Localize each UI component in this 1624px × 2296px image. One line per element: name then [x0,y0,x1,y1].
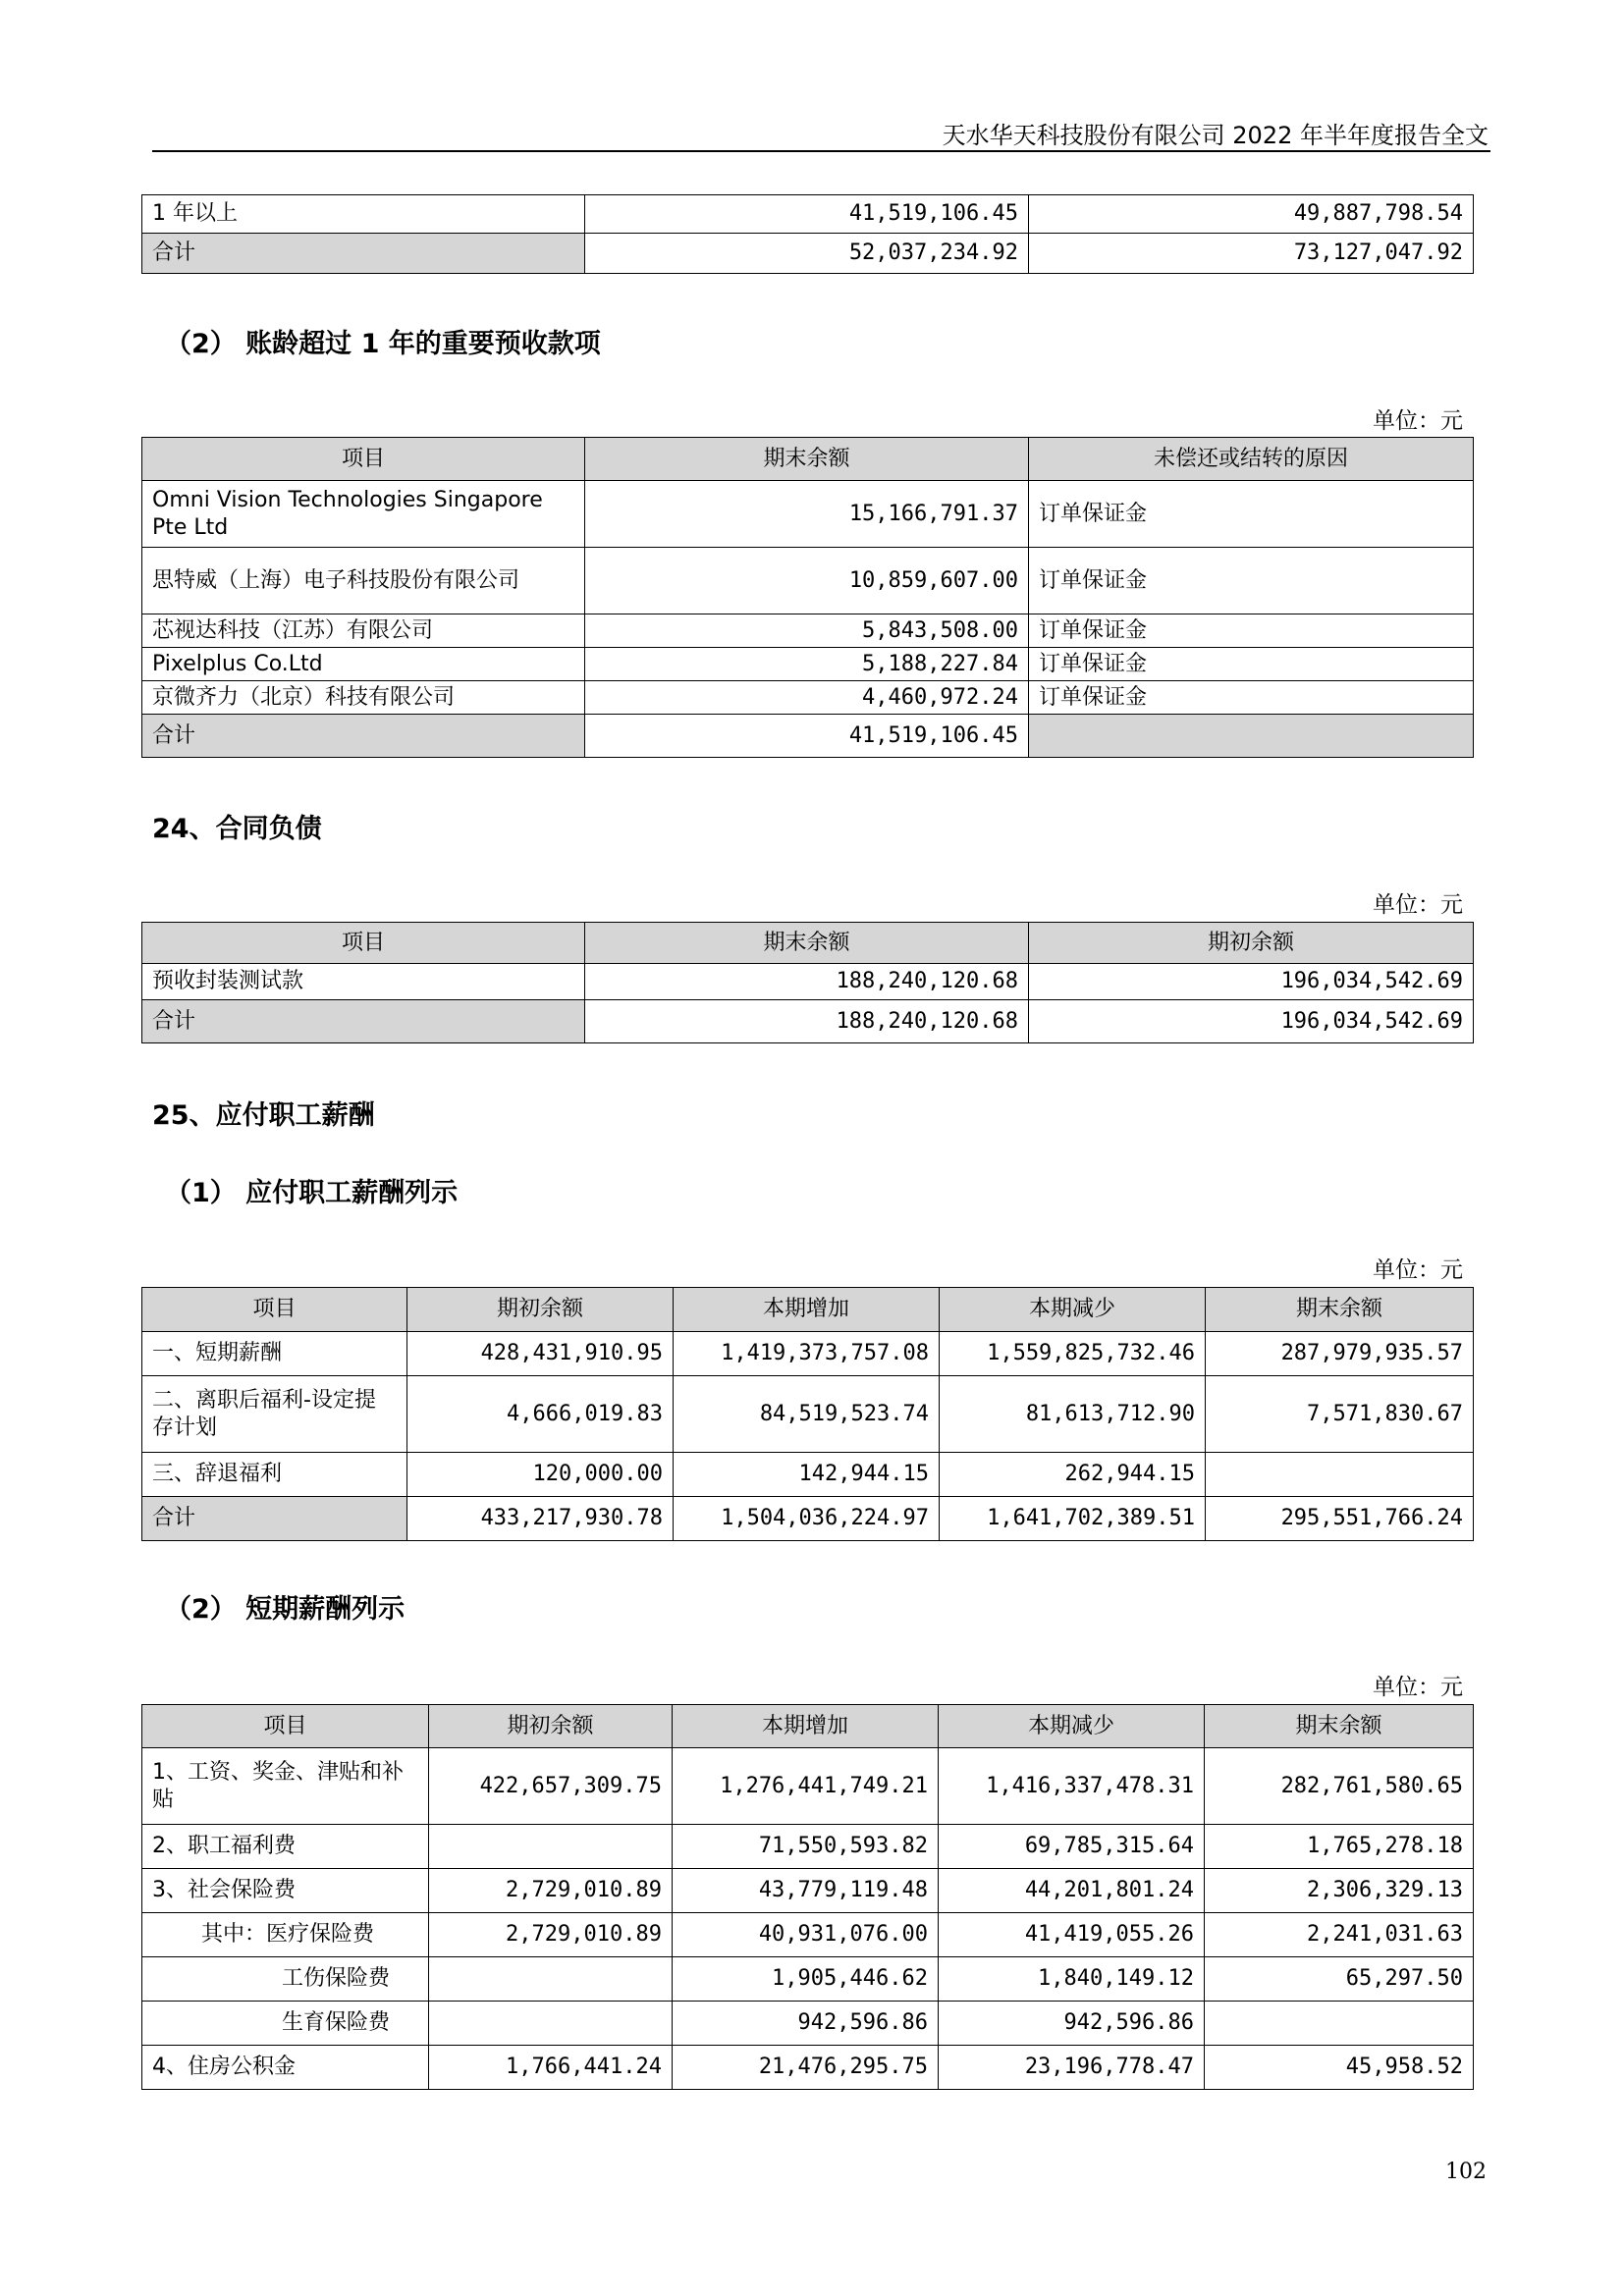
cell-value: 订单保证金 [1029,648,1474,681]
cell-value: 71,550,593.82 [673,1825,939,1869]
cell-value: 65,297.50 [1205,1957,1474,2002]
row-label: 芯视达科技（江苏）有限公司 [142,614,585,648]
cell-value [1029,715,1474,758]
cell-value: 2,306,329.13 [1205,1869,1474,1913]
header-divider [152,150,1490,152]
table-header-row [142,923,1474,964]
table-row [142,715,1474,758]
column-header: 期末余额 [585,923,1029,964]
cell-value: 15,166,791.37 [585,481,1029,548]
row-label: 京微齐力（北京）科技有限公司 [142,681,585,715]
column-header: 本期减少 [939,1705,1205,1748]
cell-value: 52,037,234.92 [585,234,1029,274]
report-header-title: 天水华天科技股份有限公司 2022 年半年度报告全文 [942,122,1489,149]
cell-value: 196,034,542.69 [1029,964,1474,1000]
cell-value: 23,196,778.47 [939,2046,1205,2090]
table-row [142,648,1474,681]
cell-value: 2,729,010.89 [429,1913,673,1957]
cell-value: 196,034,542.69 [1029,1000,1474,1043]
cell-value: 262,944.15 [940,1453,1206,1497]
cell-value [429,1825,673,1869]
cell-value: 84,519,523.74 [674,1376,940,1453]
row-label: 二、离职后福利-设定提存计划 [142,1376,407,1453]
cell-value: 7,571,830.67 [1206,1376,1474,1453]
cell-value: 41,419,055.26 [939,1913,1205,1957]
unit-label: 单位：元 [1373,892,1463,918]
table-row [142,1000,1474,1043]
cell-value: 订单保证金 [1029,481,1474,548]
cell-value: 1,416,337,478.31 [939,1748,1205,1825]
cell-value [429,2002,673,2046]
row-label: 1 年以上 [142,195,585,234]
cell-value: 1,504,036,224.97 [674,1497,940,1541]
cell-value: 428,431,910.95 [407,1332,674,1376]
row-label: 合计 [142,715,585,758]
column-header: 本期减少 [940,1288,1206,1332]
cell-value: 1,765,278.18 [1205,1825,1474,1869]
table-row [142,964,1474,1000]
row-label: 1、工资、奖金、津贴和补贴 [142,1748,429,1825]
table-row [142,1332,1474,1376]
cell-value: 188,240,120.68 [585,964,1029,1000]
unit-label: 单位：元 [1373,1675,1463,1700]
cell-value: 订单保证金 [1029,681,1474,715]
row-label: 3、社会保险费 [142,1869,429,1913]
table-row [142,1957,1474,2002]
table-row [142,1913,1474,1957]
cell-value: 1,559,825,732.46 [940,1332,1206,1376]
cell-value: 10,859,607.00 [585,548,1029,614]
table-row [142,1497,1474,1541]
cell-value: 5,843,508.00 [585,614,1029,648]
column-header: 项目 [142,1705,429,1748]
row-label: 合计 [142,234,585,274]
cell-value [1205,2002,1474,2046]
cell-value: 5,188,227.84 [585,648,1029,681]
table-row [142,1376,1474,1453]
table-row [142,1453,1474,1497]
cell-value: 287,979,935.57 [1206,1332,1474,1376]
cell-value: 45,958.52 [1205,2046,1474,2090]
cell-value: 4,666,019.83 [407,1376,674,1453]
column-header: 本期增加 [674,1288,940,1332]
row-label: 2、职工福利费 [142,1825,429,1869]
aging-continued-table [141,194,1474,274]
contract-liabilities-table [141,922,1474,1043]
column-header: 期初余额 [407,1288,674,1332]
cell-value: 43,779,119.48 [673,1869,939,1913]
payroll-payable-table [141,1287,1474,1541]
cell-value: 282,761,580.65 [1205,1748,1474,1825]
cell-value: 41,519,106.45 [585,715,1029,758]
table-row [142,2046,1474,2090]
table-row [142,614,1474,648]
column-header: 期初余额 [1029,923,1474,964]
table-row [142,2002,1474,2046]
row-label: 合计 [142,1497,407,1541]
table-row [142,1825,1474,1869]
cell-value: 40,931,076.00 [673,1913,939,1957]
row-label: 工伤保险费 [142,1957,429,2002]
cell-value: 73,127,047.92 [1029,234,1474,274]
table-header-row [142,1288,1474,1332]
cell-value [1206,1453,1474,1497]
cell-value: 2,729,010.89 [429,1869,673,1913]
cell-value: 942,596.86 [939,2002,1205,2046]
cell-value: 1,766,441.24 [429,2046,673,2090]
cell-value: 1,905,446.62 [673,1957,939,2002]
cell-value: 1,641,702,389.51 [940,1497,1206,1541]
cell-value: 44,201,801.24 [939,1869,1205,1913]
section-heading: 25、应付职工薪酬 [152,1100,375,1131]
table-row [142,1869,1474,1913]
column-header: 本期增加 [673,1705,939,1748]
row-label: 一、短期薪酬 [142,1332,407,1376]
cell-value: 2,241,031.63 [1205,1913,1474,1957]
section-heading: （2） 短期薪酬列示 [165,1594,406,1625]
column-header: 项目 [142,1288,407,1332]
cell-value: 4,460,972.24 [585,681,1029,715]
column-header: 期末余额 [1206,1288,1474,1332]
table-row [142,234,1474,274]
unit-label: 单位：元 [1373,408,1463,434]
cell-value: 49,887,798.54 [1029,195,1474,234]
cell-value: 942,596.86 [673,2002,939,2046]
cell-value: 订单保证金 [1029,548,1474,614]
cell-value: 21,476,295.75 [673,2046,939,2090]
row-label: 预收封装测试款 [142,964,585,1000]
page-number: 102 [1445,2160,1487,2184]
column-header: 项目 [142,438,585,481]
table-row [142,1748,1474,1825]
row-label: 合计 [142,1000,585,1043]
section-heading: 24、合同负债 [152,814,322,844]
column-header: 项目 [142,923,585,964]
row-label: 思特威（上海）电子科技股份有限公司 [142,548,585,614]
table-header-row [142,438,1474,481]
table-row [142,548,1474,614]
table-row [142,681,1474,715]
row-label: Omni Vision Technologies Singapore Pte Ltd [142,481,585,548]
column-header: 未偿还或结转的原因 [1029,438,1474,481]
unit-label: 单位：元 [1373,1257,1463,1283]
row-label: 其中：医疗保险费 [142,1913,429,1957]
table-row [142,195,1474,234]
cell-value: 433,217,930.78 [407,1497,674,1541]
cell-value: 422,657,309.75 [429,1748,673,1825]
cell-value: 120,000.00 [407,1453,674,1497]
table-row [142,481,1474,548]
column-header: 期初余额 [429,1705,673,1748]
cell-value: 41,519,106.45 [585,195,1029,234]
cell-value: 295,551,766.24 [1206,1497,1474,1541]
cell-value [429,1957,673,2002]
cell-value: 1,419,373,757.08 [674,1332,940,1376]
row-label: 生育保险费 [142,2002,429,2046]
cell-value: 142,944.15 [674,1453,940,1497]
short-term-pay-table [141,1704,1474,2090]
row-label: 4、住房公积金 [142,2046,429,2090]
column-header: 期末余额 [1205,1705,1474,1748]
cell-value: 69,785,315.64 [939,1825,1205,1869]
section-heading: （1） 应付职工薪酬列示 [165,1178,459,1208]
cell-value: 81,613,712.90 [940,1376,1206,1453]
table-header-row [142,1705,1474,1748]
advance-receipts-table [141,437,1474,758]
column-header: 期末余额 [585,438,1029,481]
cell-value: 1,276,441,749.21 [673,1748,939,1825]
cell-value: 1,840,149.12 [939,1957,1205,2002]
cell-value: 188,240,120.68 [585,1000,1029,1043]
cell-value: 订单保证金 [1029,614,1474,648]
row-label: 三、辞退福利 [142,1453,407,1497]
section-heading: （2） 账龄超过 1 年的重要预收款项 [165,329,601,359]
row-label: Pixelplus Co.Ltd [142,648,585,681]
